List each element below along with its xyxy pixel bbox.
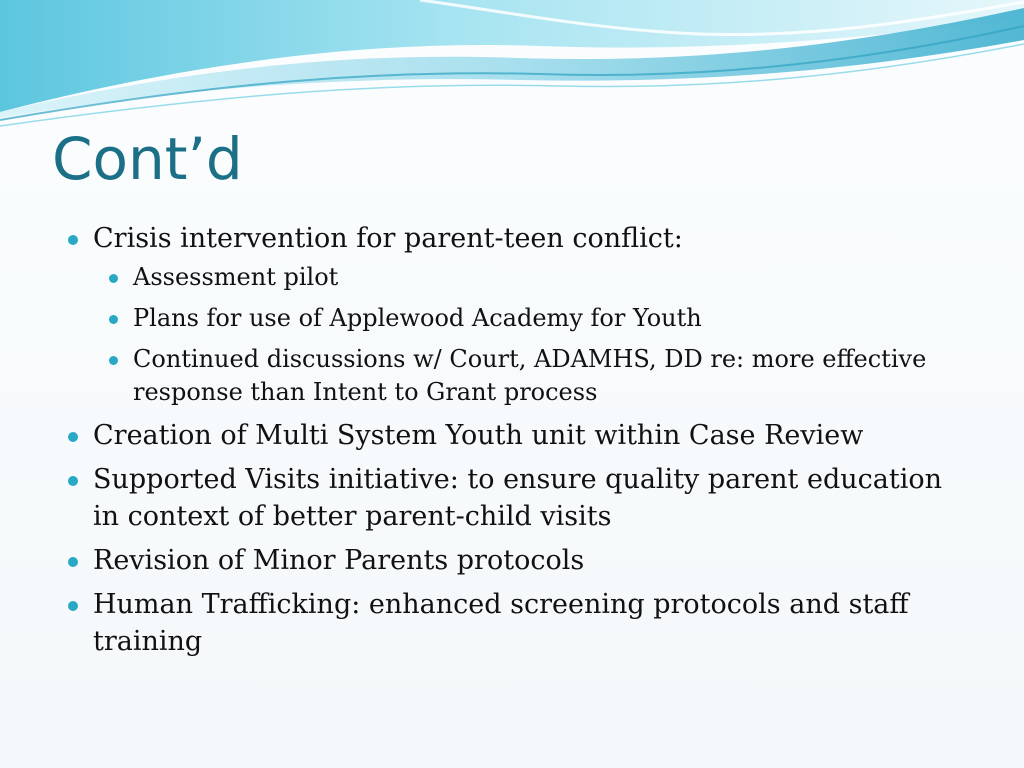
bullet-item: Supported Visits initiative: to ensure quality parent education in context of better parent-child visits [64,461,964,535]
wave-header-graphic [0,0,1024,130]
bullet-item: Human Trafficking: enhanced screening protocols and staff training [64,586,964,660]
slide-title: Cont’d [52,125,243,193]
bullet-item: Creation of Multi System Youth unit within Case Review [64,417,964,454]
bullet-text: Crisis intervention for parent-teen conflict: [93,223,683,254]
bullet-item: Revision of Minor Parents protocols [64,542,964,579]
sub-bullet-item: Continued discussions w/ Court, ADAMHS, DD re: more effective response than Intent to Grant process [93,343,964,409]
sub-bullet-list [93,261,964,409]
sub-bullet-item: Assessment pilot [93,261,964,294]
bullet-list [64,220,964,660]
sub-bullet-item: Plans for use of Applewood Academy for Youth [93,302,964,335]
bullet-item [64,220,964,409]
slide-content [64,220,964,667]
